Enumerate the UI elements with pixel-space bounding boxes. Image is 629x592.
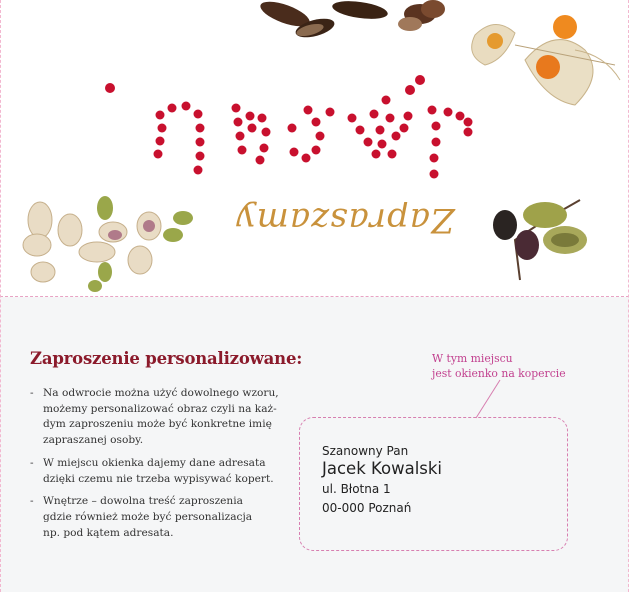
- olives-illustration: [485, 195, 595, 290]
- info-heading: Zaproszenie personalizowane:: [30, 349, 303, 368]
- bullet-marker: -: [30, 456, 34, 469]
- bullet-text: Wnętrze – dowolna treść zaproszenia gdzie również może być personalizacja np. pod kątem adresata.: [43, 495, 253, 539]
- fold-line: [0, 296, 629, 297]
- brazil-nuts-illustration: [250, 0, 460, 45]
- script-invitation-word: Zapraszamy: [235, 200, 455, 240]
- berry-name-title: [90, 70, 490, 190]
- pistachios-illustration: [15, 190, 200, 295]
- address-street: ul. Błotna 1: [322, 482, 391, 496]
- address-name: Jacek Kowalski: [322, 459, 443, 478]
- address-greeting: Szanowny Pan: [322, 444, 409, 458]
- bullet-text: Na odwrocie można użyć dowolnego wzoru, możemy personalizować obraz czyli na każ- dym zaproszeniu może być konkretne imię zapraszanej osoby.: [43, 387, 279, 447]
- info-bullet-list: [30, 386, 280, 548]
- bullet-marker: -: [30, 387, 34, 399]
- info-bullet-3: [30, 494, 280, 541]
- info-bullet-1: [30, 386, 280, 449]
- info-bullet-2: [30, 456, 280, 487]
- cut-line-left: [0, 0, 1, 592]
- bullet-text: W miejscu okienka dajemy dane adresata dzięki czemu nie trzeba wypisywać kopert.: [43, 456, 274, 485]
- bullet-marker: -: [30, 495, 34, 508]
- annotation-pointer-line: [470, 378, 510, 420]
- window-annotation: W tym miejscu jest okienko na kopercie: [432, 352, 566, 380]
- address-city: 00-000 Poznań: [322, 501, 412, 515]
